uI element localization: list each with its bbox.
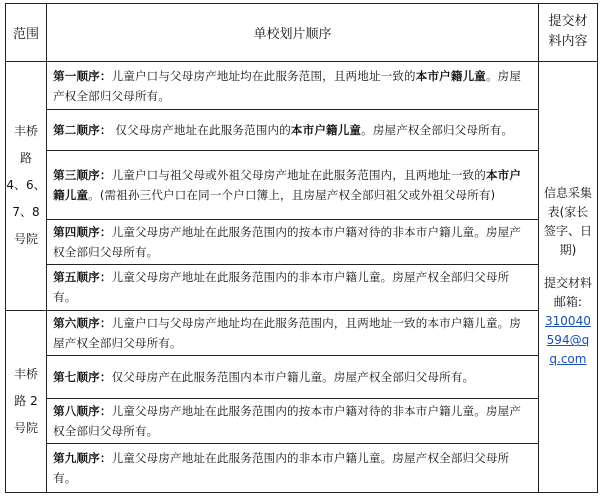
rule-7: 第七顺序：仅父母房产在此服务范围内本市户籍儿童。房屋产权全部归父母所有。 [47,356,539,399]
table-row [6,110,598,150]
table-row [6,398,598,444]
table-row [6,61,598,110]
school-zoning-table [5,3,598,493]
header-materials: 提交材料内容 [538,4,597,62]
rule-5: 第五顺序：儿童父母房产地址在此服务范围内的非本市户籍儿童。房屋产权全部归父母所有。 [47,265,539,311]
range-line: 号院 [14,232,39,247]
table-row [6,219,598,265]
table-row [6,310,598,356]
table-row [6,356,598,399]
header-row [6,4,598,62]
rule-1: 第一顺序：儿童户口与父母房产地址均在此服务范围，且两地址一致的本市户籍儿童。房屋产权全部归父母所有。 [47,61,539,110]
range-line: 7、8 [12,205,40,220]
range-cell-group-1 [6,61,47,310]
rule-4: 第四顺序：儿童父母房产地址在此服务范围内的按本市户籍对待的非本市户籍儿童。房屋产权全部归父母所有。 [47,219,539,265]
table-row [6,265,598,311]
table-row [6,444,598,493]
materials-cell [538,61,597,492]
range-cell-group-2 [6,310,47,492]
range-line: 路 [20,151,33,166]
rule-3: 第三顺序：儿童户口与祖父母或外祖父母房产地址在此服务范围内，且两地址一致的本市户籍儿童。(需祖孙三代户口在同一个户口簿上，且房屋产权全部归祖父或外祖父母所有) [47,150,539,219]
range-line: 丰桥 [14,124,39,139]
rule-8: 第八顺序：儿童父母房产地址在此服务范围内的按本市户籍对待的非本市户籍儿童。房屋产权全部归父母所有。 [47,398,539,444]
range-line: 号院 [14,420,39,435]
materials-email-link[interactable]: 310040594@qq.com [545,314,591,367]
materials-form: 信息采集表(家长签字、日期) [543,186,592,258]
header-order: 单校划片顺序 [47,4,539,62]
range-line: 路 2 [14,393,38,408]
rule-2: 第二顺序： 仅父母房产地址在此服务范围内的本市户籍儿童。房屋产权全部归父母所有。 [47,110,539,150]
rule-6: 第六顺序：儿童户口与父母房产地址均在此服务范围内，且两地址一致的本市户籍儿童。房屋产权全部归父母所有。 [47,310,539,356]
materials-email-label: 提交材料邮箱: [543,276,592,310]
range-line: 丰桥 [14,366,39,381]
range-line: 4、6、 [6,178,46,193]
header-range: 范围 [6,4,47,62]
table-row [6,150,598,219]
rule-9: 第九顺序：儿童父母房产地址在此服务范围内的非本市户籍儿童。房屋产权全部归父母所有。 [47,444,539,493]
